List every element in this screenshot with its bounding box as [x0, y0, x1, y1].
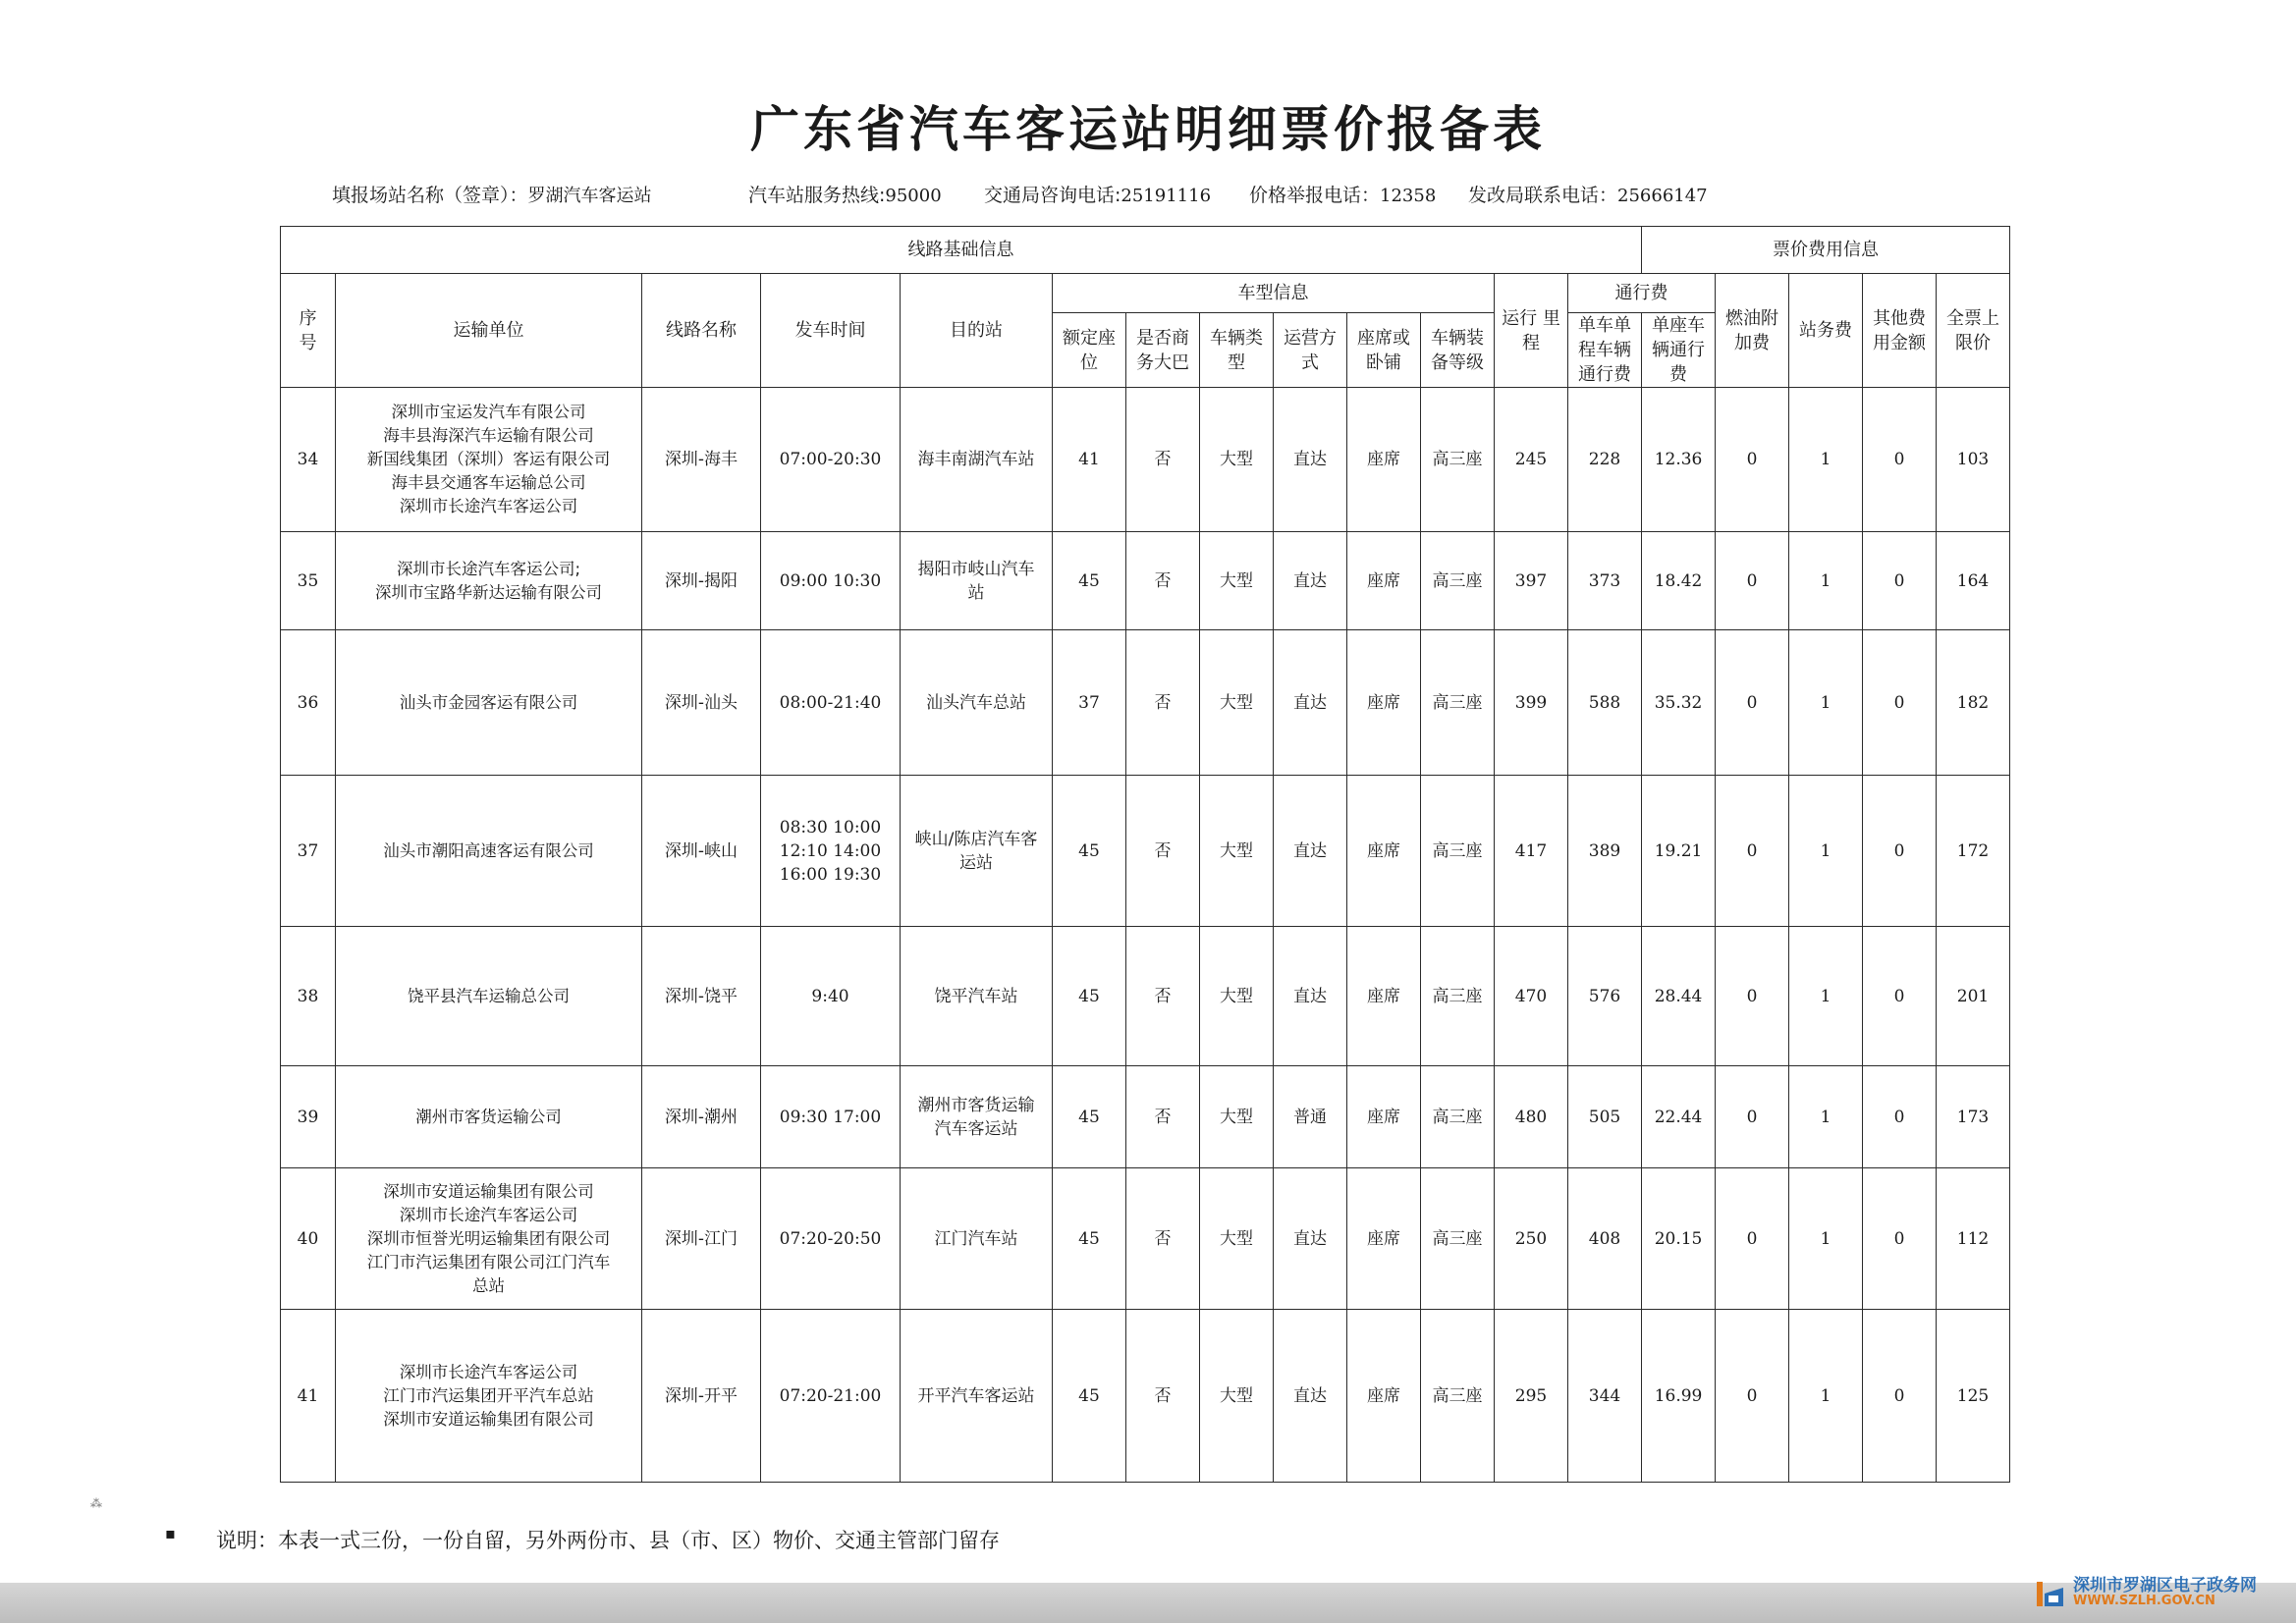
toll-seat-cell: 12.36 [1642, 388, 1716, 532]
vtype-cell: 大型 [1200, 1310, 1274, 1483]
time-cell [761, 1310, 901, 1483]
distance-cell: 417 [1495, 776, 1568, 927]
toll-single-cell: 228 [1568, 388, 1642, 532]
col-dest: 目的站 [901, 274, 1053, 388]
station-fee-cell: 1 [1789, 630, 1863, 776]
toll-seat-cell: 20.15 [1642, 1168, 1716, 1310]
toll-single-cell: 344 [1568, 1310, 1642, 1483]
route-cell: 深圳-江门 [642, 1168, 761, 1310]
table-row [281, 388, 2010, 532]
page-title: 广东省汽车客运站明细票价报备表 [750, 101, 1546, 158]
time-cell [761, 1066, 901, 1168]
other-fee-cell: 0 [1863, 532, 1937, 630]
carrier-line: 深圳市安道运输集团有限公司 [383, 1181, 594, 1201]
carrier-cell [336, 388, 642, 532]
hotline [748, 181, 942, 207]
toll-header: 通行费 [1568, 274, 1716, 313]
seats-cell: 45 [1053, 532, 1126, 630]
other-fee-cell: 0 [1863, 1066, 1937, 1168]
carrier-line: 汕头市金园客运有限公司 [399, 692, 578, 712]
time-cell [761, 532, 901, 630]
toll-single-cell: 389 [1568, 776, 1642, 927]
table-row [281, 630, 2010, 776]
business-cell: 否 [1126, 927, 1200, 1066]
carrier-line: 江门市汽运集团开平汽车总站 [383, 1385, 594, 1405]
carrier-cell [336, 1066, 642, 1168]
carrier-line: 江门市汽运集团有限公司江门汽车 [366, 1252, 611, 1271]
fare-info-header: 票价费用信息 [1642, 227, 2010, 274]
dest-cell [901, 630, 1053, 776]
price-value: 12358 [1380, 186, 1437, 206]
seq-cell: 34 [281, 388, 336, 532]
seats-cell: 45 [1053, 927, 1126, 1066]
carrier-line: 深圳市长途汽车客运公司 [399, 1205, 578, 1224]
berth-cell: 座席 [1347, 388, 1421, 532]
grade-cell: 高三座 [1421, 1168, 1495, 1310]
watermark-url: WWW.SZLH.GOV.CN [2073, 1594, 2215, 1608]
time-line: 08:00-21:40 [779, 692, 882, 713]
col-carrier: 运输单位 [336, 274, 642, 388]
carrier-line: 海丰县交通客车运输总公司 [391, 473, 586, 492]
dest-cell [901, 532, 1053, 630]
time-cell [761, 388, 901, 532]
carrier-line: 饶平县汽车运输总公司 [408, 986, 570, 1005]
berth-cell: 座席 [1347, 1066, 1421, 1168]
fuel-cell: 0 [1716, 630, 1789, 776]
full-price-cell: 112 [1937, 1168, 2010, 1310]
grade-cell: 高三座 [1421, 1066, 1495, 1168]
full-price-cell: 173 [1937, 1066, 2010, 1168]
carrier-cell [336, 630, 642, 776]
grade-cell: 高三座 [1421, 532, 1495, 630]
other-fee-cell: 0 [1863, 1310, 1937, 1483]
fuel-cell: 0 [1716, 388, 1789, 532]
route-cell: 深圳-峡山 [642, 776, 761, 927]
vtype-cell: 大型 [1200, 630, 1274, 776]
station-fee-cell: 1 [1789, 927, 1863, 1066]
business-cell: 否 [1126, 388, 1200, 532]
seq-cell: 35 [281, 532, 336, 630]
carrier-line: 汕头市潮阳高速客运有限公司 [383, 840, 594, 860]
distance-cell: 470 [1495, 927, 1568, 1066]
time-line: 09:30 17:00 [779, 1107, 882, 1127]
business-cell: 否 [1126, 1310, 1200, 1483]
dest-cell [901, 1066, 1053, 1168]
grade-cell: 高三座 [1421, 388, 1495, 532]
col-seq: 序号 [281, 274, 336, 388]
mode-cell: 直达 [1274, 927, 1347, 1066]
carrier-line: 深圳市宝路华新达运输有限公司 [375, 582, 602, 602]
carrier-line: 深圳市恒誉光明运输集团有限公司 [366, 1228, 611, 1248]
route-cell: 深圳-饶平 [642, 927, 761, 1066]
mode-cell: 直达 [1274, 388, 1347, 532]
seq-cell: 36 [281, 630, 336, 776]
seats-cell: 45 [1053, 1066, 1126, 1168]
dest-line: 运站 [959, 852, 993, 873]
vtype-cell: 大型 [1200, 532, 1274, 630]
distance-cell: 399 [1495, 630, 1568, 776]
vtype-cell: 大型 [1200, 1168, 1274, 1310]
other-fee-cell: 0 [1863, 1168, 1937, 1310]
scan-speck: ⁂ [90, 1496, 102, 1510]
ndrc-value: 25666147 [1617, 186, 1708, 206]
distance-cell: 397 [1495, 532, 1568, 630]
fare-table-body [281, 227, 2010, 1483]
route-cell: 深圳-开平 [642, 1310, 761, 1483]
mode-cell: 直达 [1274, 1168, 1347, 1310]
col-berth: 座席或卧铺 [1347, 313, 1421, 388]
carrier-line: 深圳市长途汽车客运公司; [396, 559, 581, 578]
station-fee-cell: 1 [1789, 1168, 1863, 1310]
toll-single-cell: 576 [1568, 927, 1642, 1066]
time-line: 16:00 19:30 [779, 864, 882, 885]
route-info-header: 线路基础信息 [281, 227, 1642, 274]
seq-cell: 39 [281, 1066, 336, 1168]
dest-cell [901, 1168, 1053, 1310]
seats-cell: 45 [1053, 1168, 1126, 1310]
ndrc-phone [1468, 181, 1708, 207]
berth-cell: 座席 [1347, 532, 1421, 630]
toll-seat-cell: 19.21 [1642, 776, 1716, 927]
full-price-cell: 125 [1937, 1310, 2010, 1483]
grade-cell: 高三座 [1421, 776, 1495, 927]
seats-cell: 41 [1053, 388, 1126, 532]
berth-cell: 座席 [1347, 776, 1421, 927]
dest-line: 江门汽车站 [934, 1228, 1018, 1249]
dest-line: 饶平汽车站 [934, 986, 1018, 1006]
dest-line: 汕头汽车总站 [926, 692, 1026, 713]
table-row [281, 927, 2010, 1066]
mode-cell: 直达 [1274, 630, 1347, 776]
toll-seat-cell: 16.99 [1642, 1310, 1716, 1483]
watermark [2036, 1576, 2257, 1608]
berth-cell: 座席 [1347, 927, 1421, 1066]
seq-cell: 40 [281, 1168, 336, 1310]
fare-table [280, 226, 2010, 1483]
time-line: 07:00-20:30 [779, 450, 882, 469]
carrier-cell [336, 532, 642, 630]
time-cell [761, 776, 901, 927]
carrier-cell [336, 1168, 642, 1310]
route-cell: 深圳-汕头 [642, 630, 761, 776]
station-label: 填报场站名称（签章）： [332, 185, 528, 206]
col-seats: 额定座位 [1053, 313, 1126, 388]
station-name [332, 181, 652, 207]
col-full-price: 全票上限价 [1937, 274, 2010, 388]
time-line: 09:00 10:30 [779, 570, 882, 591]
business-cell: 否 [1126, 776, 1200, 927]
fuel-cell: 0 [1716, 1066, 1789, 1168]
dest-line: 揭阳市岐山汽车 [917, 559, 1035, 579]
fuel-cell: 0 [1716, 776, 1789, 927]
dest-cell [901, 388, 1053, 532]
other-fee-cell: 0 [1863, 630, 1937, 776]
full-price-cell: 164 [1937, 532, 2010, 630]
vehicle-info-header: 车型信息 [1053, 274, 1495, 313]
business-cell: 否 [1126, 1066, 1200, 1168]
station-fee-cell: 1 [1789, 532, 1863, 630]
col-vtype: 车辆类型 [1200, 313, 1274, 388]
table-row [281, 1168, 2010, 1310]
carrier-line: 深圳市宝运发汽车有限公司 [391, 403, 586, 421]
table-row [281, 776, 2010, 927]
carrier-cell [336, 1310, 642, 1483]
toll-single-cell: 588 [1568, 630, 1642, 776]
toll-single-cell: 373 [1568, 532, 1642, 630]
toll-seat-cell: 18.42 [1642, 532, 1716, 630]
business-cell: 否 [1126, 1168, 1200, 1310]
mode-cell: 直达 [1274, 532, 1347, 630]
grade-cell: 高三座 [1421, 927, 1495, 1066]
note-bullet: ▪ [165, 1524, 176, 1542]
table-row [281, 532, 2010, 630]
berth-cell: 座席 [1347, 1168, 1421, 1310]
scan-shadow-band [0, 1583, 2296, 1623]
time-cell [761, 927, 901, 1066]
station-fee-cell: 1 [1789, 1310, 1863, 1483]
seats-cell: 45 [1053, 1310, 1126, 1483]
carrier-line: 海丰县海深汽车运输有限公司 [383, 426, 594, 445]
carrier-line: 深圳市长途汽车客运公司 [399, 1362, 578, 1381]
fuel-cell: 0 [1716, 1168, 1789, 1310]
dest-line: 站 [967, 582, 985, 603]
ndrc-label: 发改局联系电话： [1468, 185, 1618, 206]
toll-seat-cell: 22.44 [1642, 1066, 1716, 1168]
station-fee-cell: 1 [1789, 1066, 1863, 1168]
dest-cell [901, 1310, 1053, 1483]
col-route: 线路名称 [642, 274, 761, 388]
carrier-line: 深圳市安道运输集团有限公司 [383, 1409, 594, 1429]
mode-cell: 普通 [1274, 1066, 1347, 1168]
distance-cell: 295 [1495, 1310, 1568, 1483]
col-toll-seat: 单座车辆通行费 [1642, 313, 1716, 388]
carrier-line: 新国线集团（深圳）客运有限公司 [366, 450, 611, 468]
seq-cell: 41 [281, 1310, 336, 1483]
price-label: 价格举报电话： [1249, 185, 1381, 206]
other-fee-cell: 0 [1863, 927, 1937, 1066]
fuel-cell: 0 [1716, 532, 1789, 630]
col-grade: 车辆装备等级 [1421, 313, 1495, 388]
station-fee-cell: 1 [1789, 776, 1863, 927]
transport-value: 25191116 [1121, 186, 1212, 206]
full-price-cell: 172 [1937, 776, 2010, 927]
business-cell: 否 [1126, 532, 1200, 630]
route-cell: 深圳-海丰 [642, 388, 761, 532]
toll-seat-cell: 28.44 [1642, 927, 1716, 1066]
dest-line: 海丰南湖汽车站 [917, 450, 1035, 469]
seq-cell: 37 [281, 776, 336, 927]
time-line: 08:30 10:00 [779, 817, 882, 838]
station-fee-cell: 1 [1789, 388, 1863, 532]
col-toll-single: 单车单程车辆通行费 [1568, 313, 1642, 388]
price-phone [1249, 181, 1436, 207]
col-distance: 运行 里程 [1495, 274, 1568, 388]
carrier-cell [336, 927, 642, 1066]
col-mode: 运营方式 [1274, 313, 1347, 388]
time-line: 07:20-20:50 [779, 1228, 882, 1249]
berth-cell: 座席 [1347, 1310, 1421, 1483]
other-fee-cell: 0 [1863, 388, 1937, 532]
dest-line: 汽车客运站 [934, 1118, 1018, 1139]
vtype-cell: 大型 [1200, 388, 1274, 532]
grade-cell: 高三座 [1421, 1310, 1495, 1483]
transport-phone [984, 181, 1211, 207]
footnote: 说明：本表一式三份，一份自留，另外两份市、县（市、区）物价、交通主管部门留存 [216, 1529, 1000, 1552]
grade-cell: 高三座 [1421, 630, 1495, 776]
seats-cell: 37 [1053, 630, 1126, 776]
distance-cell: 480 [1495, 1066, 1568, 1168]
seats-cell: 45 [1053, 776, 1126, 927]
toll-seat-cell: 35.32 [1642, 630, 1716, 776]
watermark-name: 深圳市罗湖区电子政务网 [2073, 1576, 2257, 1596]
time-line: 9:40 [811, 986, 849, 1006]
business-cell: 否 [1126, 630, 1200, 776]
dest-line: 峡山/陈店汽车客 [914, 829, 1038, 849]
station-value: 罗湖汽车客运站 [527, 186, 652, 206]
time-line: 07:20-21:00 [779, 1385, 882, 1406]
route-cell: 深圳-揭阳 [642, 532, 761, 630]
carrier-line: 潮州市客货运输公司 [415, 1107, 562, 1126]
distance-cell: 245 [1495, 388, 1568, 532]
carrier-line: 深圳市长途汽车客运公司 [399, 497, 578, 515]
carrier-cell [336, 776, 642, 927]
berth-cell: 座席 [1347, 630, 1421, 776]
table-row [281, 1310, 2010, 1483]
time-line: 12:10 14:00 [779, 840, 882, 861]
route-cell: 深圳-潮州 [642, 1066, 761, 1168]
vtype-cell: 大型 [1200, 1066, 1274, 1168]
hotline-value: 95000 [885, 186, 942, 206]
dest-cell [901, 776, 1053, 927]
transport-label: 交通局咨询电话: [984, 185, 1121, 206]
mode-cell: 直达 [1274, 776, 1347, 927]
full-price-cell: 201 [1937, 927, 2010, 1066]
time-cell [761, 1168, 901, 1310]
dest-line: 开平汽车客运站 [917, 1385, 1035, 1406]
other-fee-cell: 0 [1863, 776, 1937, 927]
col-other: 其他费用金额 [1863, 274, 1937, 388]
table-row [281, 1066, 2010, 1168]
government-logo-icon [2036, 1579, 2065, 1608]
vtype-cell: 大型 [1200, 927, 1274, 1066]
full-price-cell: 182 [1937, 630, 2010, 776]
col-business: 是否商务大巴 [1126, 313, 1200, 388]
mode-cell: 直达 [1274, 1310, 1347, 1483]
col-time: 发车时间 [761, 274, 901, 388]
toll-single-cell: 408 [1568, 1168, 1642, 1310]
time-cell [761, 630, 901, 776]
col-fuel: 燃油附加费 [1716, 274, 1789, 388]
dest-cell [901, 927, 1053, 1066]
full-price-cell: 103 [1937, 388, 2010, 532]
distance-cell: 250 [1495, 1168, 1568, 1310]
fuel-cell: 0 [1716, 927, 1789, 1066]
vtype-cell: 大型 [1200, 776, 1274, 927]
dest-line: 潮州市客货运输 [917, 1095, 1035, 1115]
col-station-fee: 站务费 [1789, 274, 1863, 388]
carrier-line: 总站 [472, 1275, 505, 1295]
seq-cell: 38 [281, 927, 336, 1066]
fuel-cell: 0 [1716, 1310, 1789, 1483]
watermark-text [2073, 1578, 2257, 1609]
hotline-label: 汽车站服务热线: [748, 185, 886, 206]
toll-single-cell: 505 [1568, 1066, 1642, 1168]
